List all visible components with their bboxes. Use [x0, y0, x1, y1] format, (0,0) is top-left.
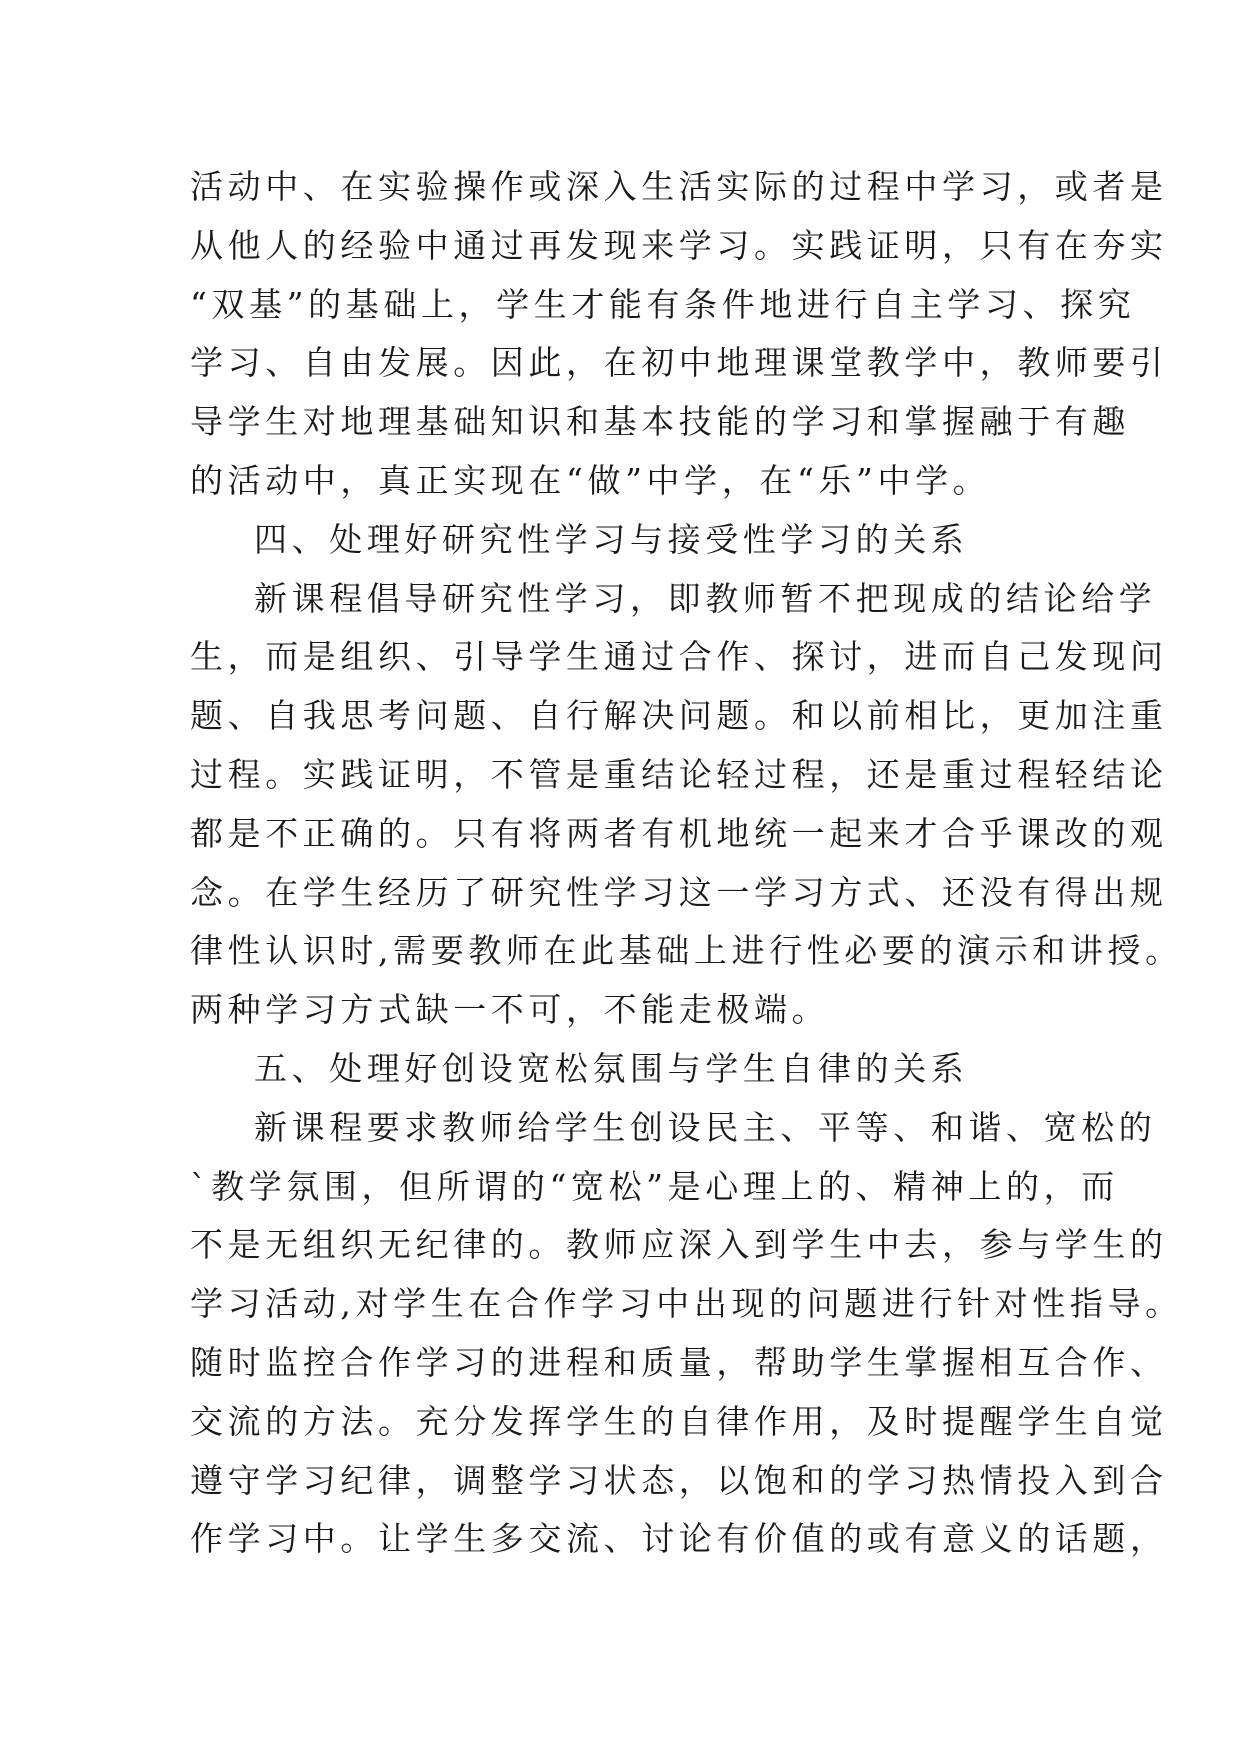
text-line: 的活动中，真正实现在“做”中学，在“乐”中学。	[190, 460, 991, 500]
text-line: 律性认识时,需要教师在此基础上进行性必要的演示和讲授。	[190, 931, 1183, 971]
text-line: 新课程倡导研究性学习，即教师暂不把现成的结论给学	[254, 578, 1157, 618]
text-line: 题、自我思考问题、自行解决问题。和以前相比，更加注重	[190, 696, 1168, 736]
text-line: 遵守学习纪律，调整学习状态，以饱和的学习热情投入到合	[190, 1460, 1168, 1500]
text-line: `教学氛围，但所谓的“宽松”是心理上的、精神上的，而	[190, 1166, 1119, 1206]
text-line: 学习活动,对学生在合作学习中出现的问题进行针对性指导。	[190, 1284, 1183, 1324]
text-line: 五、处理好创设宽松氛围与学生自律的关系	[254, 1048, 969, 1088]
text-line: “双基”的基础上，学生才能有条件地进行自主学习、探究	[190, 284, 1136, 324]
text-line: 活动中、在实验操作或深入生活实际的过程中学习，或者是	[190, 167, 1168, 206]
text-line: 作学习中。让学生多交流、讨论有价值的或有意义的话题，	[190, 1519, 1168, 1559]
text-line: 随时监控合作学习的进程和质量，帮助学生掌握相互合作、	[190, 1342, 1168, 1382]
body-text	[190, 158, 1183, 1569]
text-line: 念。在学生经历了研究性学习这一学习方式、还没有得出规	[190, 872, 1168, 912]
text-line: 生，而是组织、引导学生通过合作、探讨，进而自己发现问	[190, 637, 1168, 677]
text-line: 过程。实践证明，不管是重结论轻过程，还是重过程轻结论	[190, 754, 1168, 794]
text-line: 从他人的经验中通过再发现来学习。实践证明，只有在夯实	[190, 225, 1168, 265]
text-line: 学习、自由发展。因此，在初中地理课堂教学中，教师要引	[190, 343, 1168, 383]
text-line: 新课程要求教师给学生创设民主、平等、和谐、宽松的	[254, 1107, 1157, 1147]
text-line: 两种学习方式缺一不可，不能走极端。	[190, 990, 830, 1030]
text-line: 四、处理好研究性学习与接受性学习的关系	[254, 519, 969, 559]
text-line: 交流的方法。充分发挥学生的自律作用，及时提醒学生自觉	[190, 1401, 1168, 1441]
text-line: 不是无组织无纪律的。教师应深入到学生中去，参与学生的	[190, 1225, 1168, 1265]
text-line: 都是不正确的。只有将两者有机地统一起来才合乎课改的观	[190, 813, 1168, 853]
text-line: 导学生对地理基础知识和基本技能的学习和掌握融于有趣	[190, 402, 1130, 442]
